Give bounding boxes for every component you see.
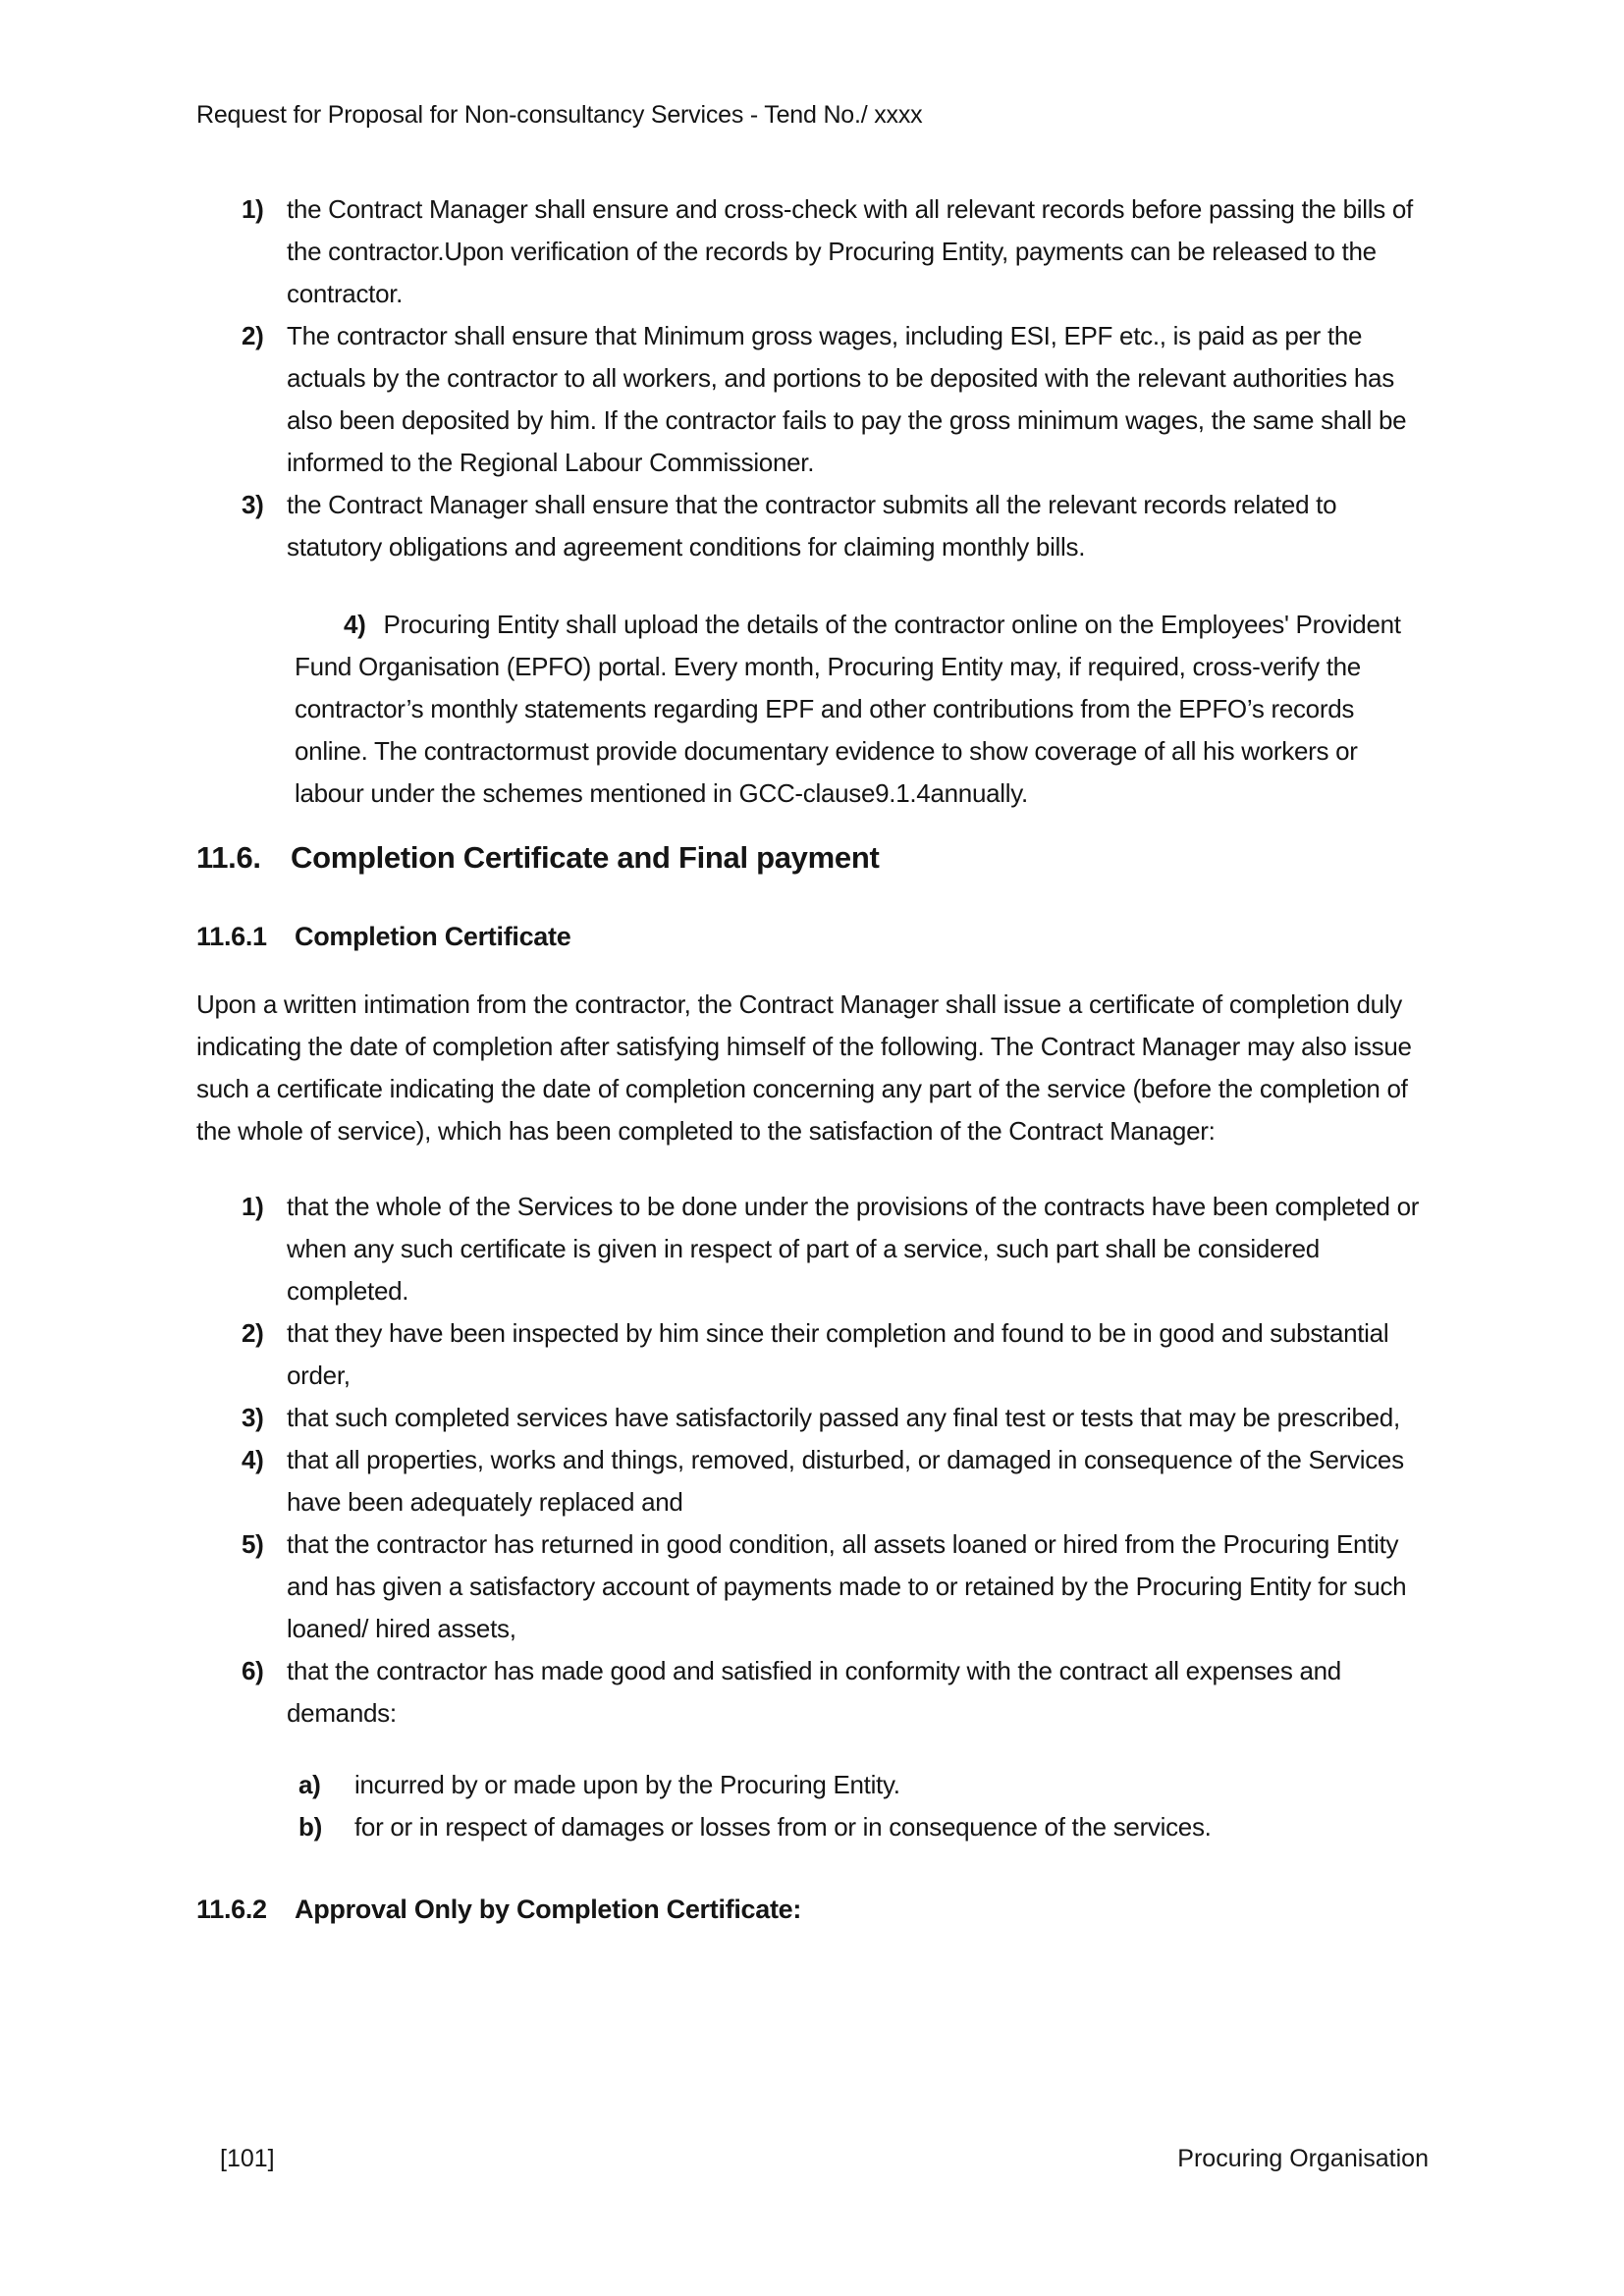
list-item-text: that the whole of the Services to be done under the provisions of the contracts have been completed or when any such certificate is given in respect of part of a service, such part shall be considered completed. <box>287 1192 1420 1306</box>
list-item-text: incurred by or made upon by the Procuring Entity. <box>354 1770 900 1799</box>
page-header <box>196 0 1428 132</box>
list-item-marker: 1) <box>242 1192 264 1221</box>
list-item <box>242 484 1428 568</box>
list-item-marker: 4) <box>242 1445 264 1474</box>
list-item-marker: 3) <box>242 1403 264 1432</box>
list-item-marker: 2) <box>242 1318 264 1348</box>
list-item-epfo-upload <box>295 604 1428 815</box>
completion-conditions-list <box>242 1186 1428 1735</box>
list-item-marker: 2) <box>242 321 264 350</box>
list-item <box>242 1523 1428 1650</box>
completion-certificate-paragraph: Upon a written intimation from the contractor, the Contract Manager shall issue a certificate of completion duly indicating the date of completion after satisfying himself of the following. The Contract Manager may also issue such a certificate indicating the date of completion concerning any part of the service (before the completion of the whole of service), which has been completed to the satisfaction of the Contract Manager: <box>196 989 1412 1146</box>
list-item-text: that such completed services have satisfactorily passed any final test or tests that may be prescribed, <box>287 1403 1400 1432</box>
list-item-marker: 3) <box>242 490 264 519</box>
list-item-marker: 1) <box>242 194 264 224</box>
subsection-number: 11.6.2 <box>196 1895 267 1924</box>
list-item-text: that all properties, works and things, removed, disturbed, or damaged in consequence of the Services have been adequately replaced and <box>287 1445 1404 1517</box>
section-number: 11.6. <box>196 840 261 875</box>
list-item-text: that they have been inspected by him since their completion and found to be in good and substantial order, <box>287 1318 1389 1390</box>
list-item-text: that the contractor has made good and satisfied in conformity with the contract all expenses and demands: <box>287 1656 1341 1728</box>
list-item-text: that the contractor has returned in good condition, all assets loaned or hired from the Procuring Entity and has given a satisfactory account of payments made to or retained by the Procuring Entity for such loaned/ hired assets, <box>287 1529 1407 1643</box>
section-heading-11-6 <box>196 836 1428 880</box>
footer-page-number: [101] <box>220 2145 275 2172</box>
subsection-number: 11.6.1 <box>196 922 267 951</box>
list-item-text: the Contract Manager shall ensure that the contractor submits all the relevant records related to statutory obligations and agreement conditions for claiming monthly bills. <box>287 490 1337 561</box>
expenses-sub-list <box>298 1764 1428 1848</box>
list-item-text: the Contract Manager shall ensure and cross-check with all relevant records before passing the bills of the contractor.Upon verification of the records by Procuring Entity, payments can be released to the contractor. <box>287 194 1413 308</box>
list-item <box>242 1650 1428 1735</box>
list-item <box>242 1186 1428 1312</box>
list-item <box>242 188 1428 315</box>
footer-organisation: Procuring Organisation <box>1177 2145 1429 2172</box>
section-title: Completion Certificate and Final payment <box>291 840 880 875</box>
list-item-marker: 5) <box>242 1529 264 1559</box>
list-item-text: The contractor shall ensure that Minimum gross wages, including ESI, EPF etc., is paid as per the actuals by the contractor to all workers, and portions to be deposited with the relevant authorities has also been deposited by him. If the contractor fails to pay the gross minimum wages, the same shall be informed to the Regional Labour Commissioner. <box>287 321 1407 477</box>
subsection-heading-11-6-2 <box>196 1890 1428 1929</box>
list-item-marker: 6) <box>242 1656 264 1685</box>
list-item <box>242 1439 1428 1523</box>
list-item <box>242 1312 1428 1397</box>
list-item-marker: 4) <box>344 610 366 639</box>
page-content <box>196 0 1428 1929</box>
list-item-text: for or in respect of damages or losses from or in consequence of the services. <box>354 1812 1212 1842</box>
subsection-title: Approval Only by Completion Certificate: <box>295 1895 802 1924</box>
list-item <box>242 315 1428 484</box>
page-footer <box>220 2143 1429 2174</box>
payment-verification-list <box>242 188 1428 568</box>
list-item-text: Procuring Entity shall upload the details of the contractor online on the Employees' Provident Fund Organisation (EPFO) portal. Every month, Procuring Entity may, if required, cross-verify the contractor’s monthly statements regarding EPF and other contributions from the EPFO’s records online. The contractormust provide documentary evidence to show coverage of all his workers or labour under the schemes mentioned in GCC-clause9.1.4annually. <box>295 610 1401 808</box>
list-item <box>298 1764 1428 1806</box>
list-item <box>242 1397 1428 1439</box>
list-item-marker: a) <box>298 1770 321 1799</box>
subsection-heading-11-6-1 <box>196 917 1428 956</box>
list-item <box>298 1806 1428 1848</box>
list-item-marker: b) <box>298 1812 322 1842</box>
header-title: Request for Proposal for Non-consultancy Services - Tend No./ xxxx <box>196 101 923 129</box>
subsection-title: Completion Certificate <box>295 922 571 951</box>
